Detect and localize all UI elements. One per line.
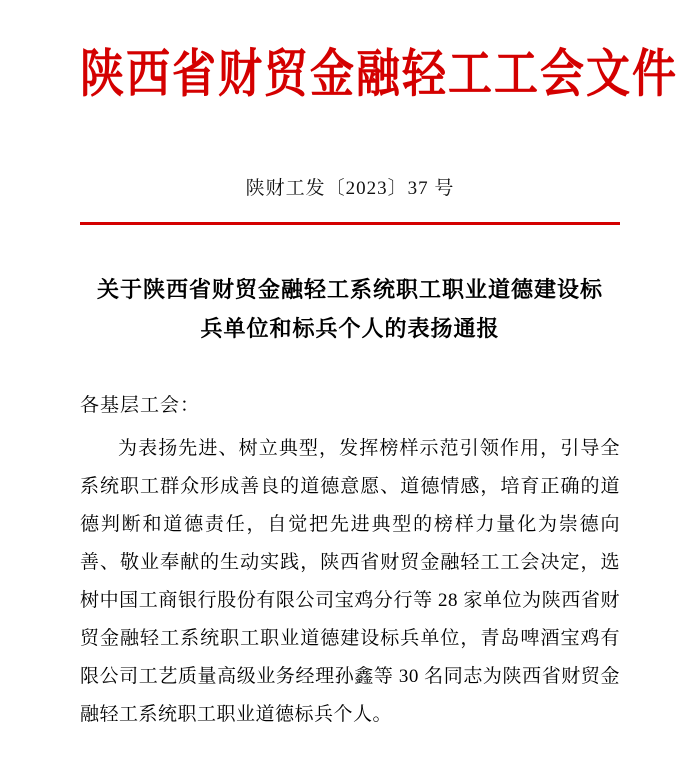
salutation: 各基层工会： (80, 395, 201, 416)
red-divider-rule (80, 222, 620, 225)
document-subject-title: 关于陕西省财贸金融轻工系统职工职业道德建设标兵单位和标兵个人的表扬通报 (96, 277, 603, 342)
document-header-title: 陕西省财贸金融轻工工会文件 (80, 44, 678, 105)
document-header (80, 0, 678, 105)
body-paragraph: 为表扬先进、树立典型，发挥榜样示范引领作用，引导全系统职工群众形成善良的道德意愿、道德情感，培育正确的道德判断和道德责任，自觉把先进典型的榜样力量化为崇德向善、敬业奉献的生动实践，陕西省财贸金融轻工工会决定，选树中国工商银行股份有限公司宝鸡分行等 28 家单位为陕西省财贸金融轻工系统职工职业道德建设标兵单位，青岛啤酒宝鸡有限公司工艺质量高级业务经理孙鑫等 30 名同志为陕西省财贸金融轻工系统职工职业道德标兵个人。 (80, 438, 620, 726)
document-number: 陕财工发〔2023〕37 号 (245, 178, 455, 199)
